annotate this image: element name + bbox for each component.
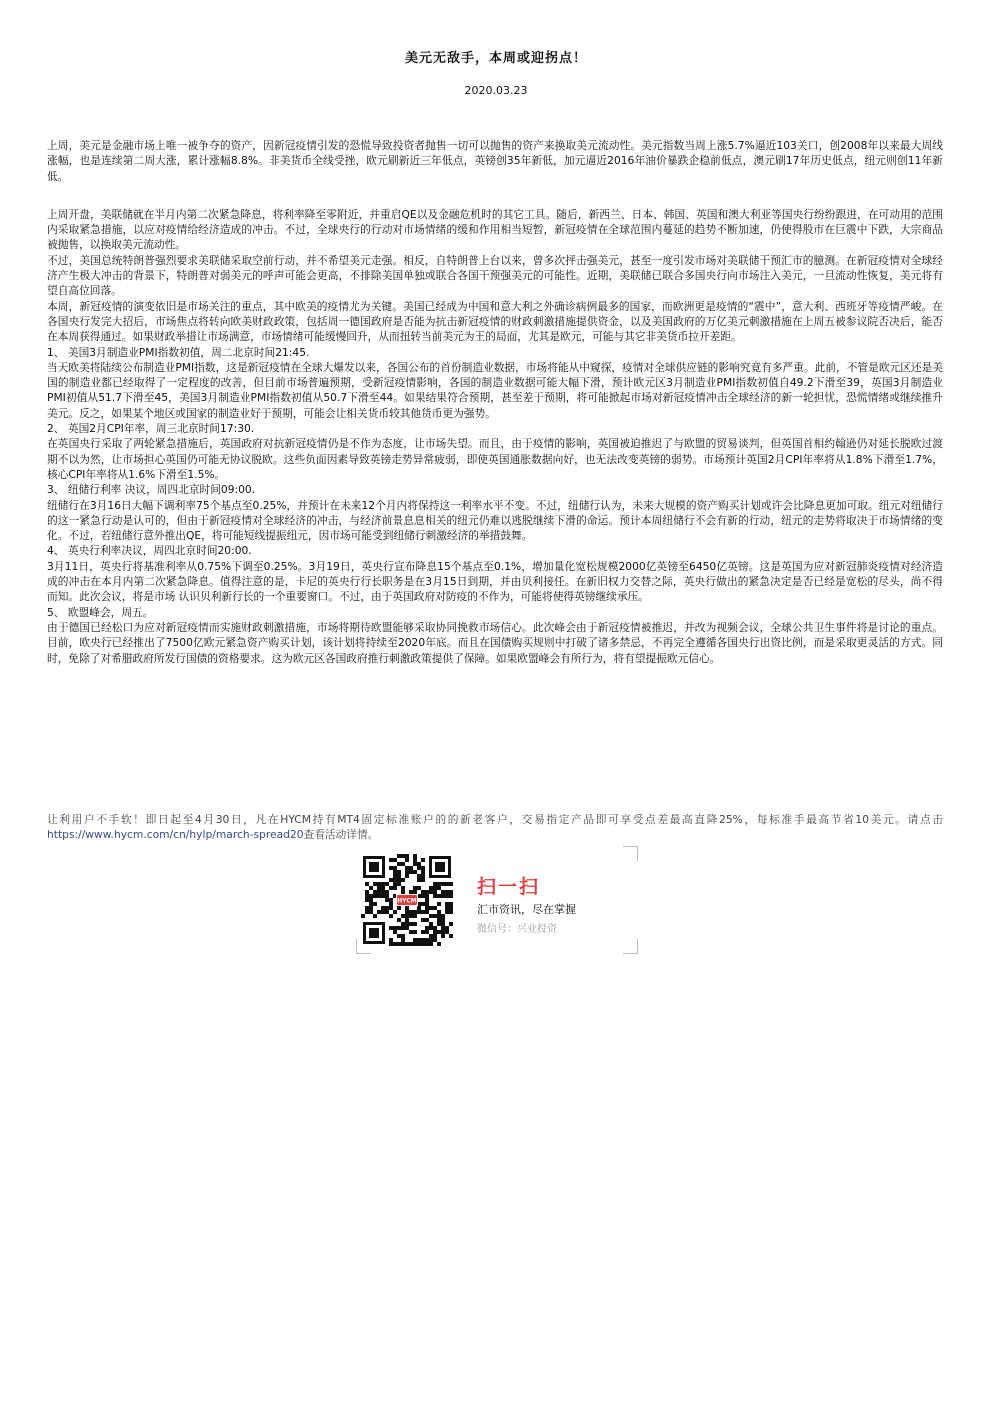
paragraph-intro: 上周，美元是金融市场上唯一被争夺的资产，因新冠疫情引发的恐慌导致投资者抛售一切可以抛售的资产来换取美元流动性。美元指数当周上涨5.7%逼近103关口，创2008年以来最大周线涨幅，也是连续第二周大涨，累计涨幅8.8%。非美货币全线受挫，欧元刷新近三年低点，英镑创35年新低，加元逼近2016年油价暴跌企稳前低点，澳元刷17年历史低点，纽元则创11年新低。: [47, 139, 943, 183]
publish-date: 2020.03.23: [464, 84, 528, 97]
wechat-id: 微信号：兴业投资: [477, 924, 557, 935]
promo-suffix: 查看活动详情。: [303, 828, 379, 842]
promo-text: 让利用户不手软！即日起至4月30日，凡在HYCM持有MT4固定标准账户的的新老客户，交易指定产品即可享受点差最高直降25%，每标准手最高节省10美元。请点击: [47, 813, 943, 826]
card-tagline: 汇市资讯，尽在掌握: [477, 903, 576, 916]
paragraph: 不过，美国总统特朗普强烈要求美联储采取空前行动，并不希望美元走强。相反，自特朗普上台以来，曾多次抨击强美元，甚至一度引发市场对美联储干预汇市的臆测。在新冠疫情对全球经济产生极大冲击的背景下，特朗普对弱美元的呼声可能会更高，不排除美国单独或联合各国干预强美元的可能性。近期，美联储已联合多国央行向市场注入美元，一旦流动性恢复，美元将有望自高位回落。: [47, 253, 943, 298]
article-body: [47, 138, 943, 666]
page-title: 美元无敌手，本周或迎拐点！: [404, 51, 587, 66]
paragraph: 纽储行在3月16日大幅下调利率75个基点至0.25%，并预计在未来12个月内将保持这一利率水平不变。不过，纽储行认为，未来大规模的资产购买计划或许会比降息更加可取。纽元对纽储行的这一紧急行动是认可的，但由于新冠疫情对全球经济的冲击，与经济前景息息相关的纽元仍难以逃脱继续下滑的命运。预计本周纽储行不会有新的行动，纽元的走势将取决于市场情绪的变化。不过，若纽储行意外推出QE，将可能短线提振纽元，因市场可能受到纽储行刺激经济的举措鼓舞。: [47, 498, 943, 543]
qr-code[interactable]: [361, 854, 453, 946]
card-corner: [623, 846, 638, 861]
section-heading: 4、 英央行利率决议，周四北京时间20:00.: [47, 544, 252, 558]
paragraph: 当天欧美将陆续公布制造业PMI指数，这是新冠疫情在全球大爆发以来，各国公布的首份制造业数据，市场将能从中窥探，疫情对全球供应链的影响究竟有多严重。此前，不管是欧元区还是美国的制造业都已经取得了一定程度的改善，但目前市场普遍预期，受新冠疫情影响，各国的制造业数据可能大幅下滑，预计欧元区3月制造业PMI指数初值自49.2下滑至39，英国3月制造业PMI初值从51.7下滑至45，美国3月制造业PMI指数初值从50.7下滑至44。如果结果符合预期，甚至差于预期，将可能掀起市场对新冠疫情冲击全球经济的新一轮担忧，恐慌情绪或继续推升美元。反之，如果某个地区或国家的制造业好于预期，可能会让相关货币较其他货币更为强势。: [47, 360, 943, 420]
qr-logo-text: HYCM: [397, 897, 417, 905]
scan-label: 扫一扫: [477, 876, 541, 898]
paragraph: 由于德国已经松口为应对新冠疫情而实施财政刺激措施，市场将期待欧盟能够采取协同挽救市场信心。此次峰会由于新冠疫情被推迟，并改为视频会议，全球公共卫生事件将是讨论的重点。目前，欧央行已经推出了7500亿欧元紧急资产购买计划，该计划将持续至2020年底。而且在国债购买规则中打破了诸多禁忌，不再完全遵循各国央行出资比例，而是采取更灵活的方式。同时，免除了对希腊政府所发行国债的资格要求。这为欧元区各国政府推行刺激政策提供了保障。如果欧盟峰会有所行为，将有望提振欧元信心。: [47, 620, 943, 665]
paragraph: 在英国央行采取了两轮紧急措施后，英国政府对抗新冠疫情仍是不作为态度，让市场失望。而且，由于疫情的影响，英国被迫推迟了与欧盟的贸易谈判，但英国首相约翰逊仍对延长脱欧过渡期不以为然，让市场担心英国仍可能无协议脱欧。这些负面因素导致英镑走势异常疲弱，即使英国通胀数据向好，也无法改变英镑的弱势。市场预计英国2月CPI年率将从1.8%下滑至1.7%，核心CPI年率将从1.6%下滑至1.5%。: [47, 437, 943, 481]
section-heading: 2、 英国2月CPI年率，周三北京时间17:30.: [47, 422, 255, 436]
promo-paragraph: [47, 812, 943, 843]
paragraph: 3月11日，英央行将基准利率从0.75%下调至0.25%。3月19日，英央行宣布降息15个基点至0.1%，增加量化宽松规模2000亿英镑至6450亿英镑。这是英国为应对新冠肺炎疫情对经济造成的冲击在本月内第二次紧急降息。值得注意的是，卡尼的英央行行长职务是在3月15日到期，并由贝利接任。在新旧权力交替之际，英央行做出的紧急决定是否已经是宽松的尽头，尚不得而知。此次会议，将是市场 认识贝利新行长的一个重要窗口。不过，由于英国政府对防疫的不作为，可能将使得英镑继续承压。: [47, 559, 943, 604]
section-heading: 1、 美国3月制造业PMI指数初值，周二北京时间21:45.: [47, 345, 310, 359]
card-corner: [623, 939, 638, 954]
section-heading: 5、 欧盟峰会，周五。: [47, 605, 154, 619]
paragraph-gap: [47, 184, 943, 207]
paragraph: 本周，新冠疫情的演变依旧是市场关注的重点，其中欧美的疫情尤为关键。美国已经成为中国和意大利之外确诊病例最多的国家，而欧洲更是疫情的“震中”，意大利、西班牙等疫情严峻。在各国央行发完大招后，市场焦点将转向欧美财政政策，包括周一德国政府是否能为抗击新冠疫情的财政刺激措施提供资金，以及美国政府的万亿美元刺激措施在上周五被参议院否决后，能否在本周获得通过。如果财政举措让市场满意，市场情绪可能缓慢回升，从而扭转当前美元为王的局面，尤其是欧元，可能与其它非美货币拉开差距。: [47, 299, 943, 344]
wechat-card: [356, 846, 638, 954]
promo-link[interactable]: https://www.hycm.com/cn/hylp/march-spread20: [47, 828, 304, 842]
paragraph: 上周开盘，美联储就在半月内第二次紧急降息，将利率降至零附近，并重启QE以及金融危机时的其它工具。随后，新西兰、日本、韩国、英国和澳大利亚等国央行纷纷跟进，在可动用的范围内采取紧急措施，以应对疫情给经济造成的冲击。不过，全球央行的行动对市场情绪的缓和作用相当短暂，新冠疫情在全球范围内蔓延的趋势不断加速，仍使得股市在巨震中下跌，大宗商品被抛售，以换取美元流动性。: [47, 207, 943, 252]
section-heading: 3、 纽储行利率 决议，周四北京时间09:00.: [47, 483, 256, 497]
